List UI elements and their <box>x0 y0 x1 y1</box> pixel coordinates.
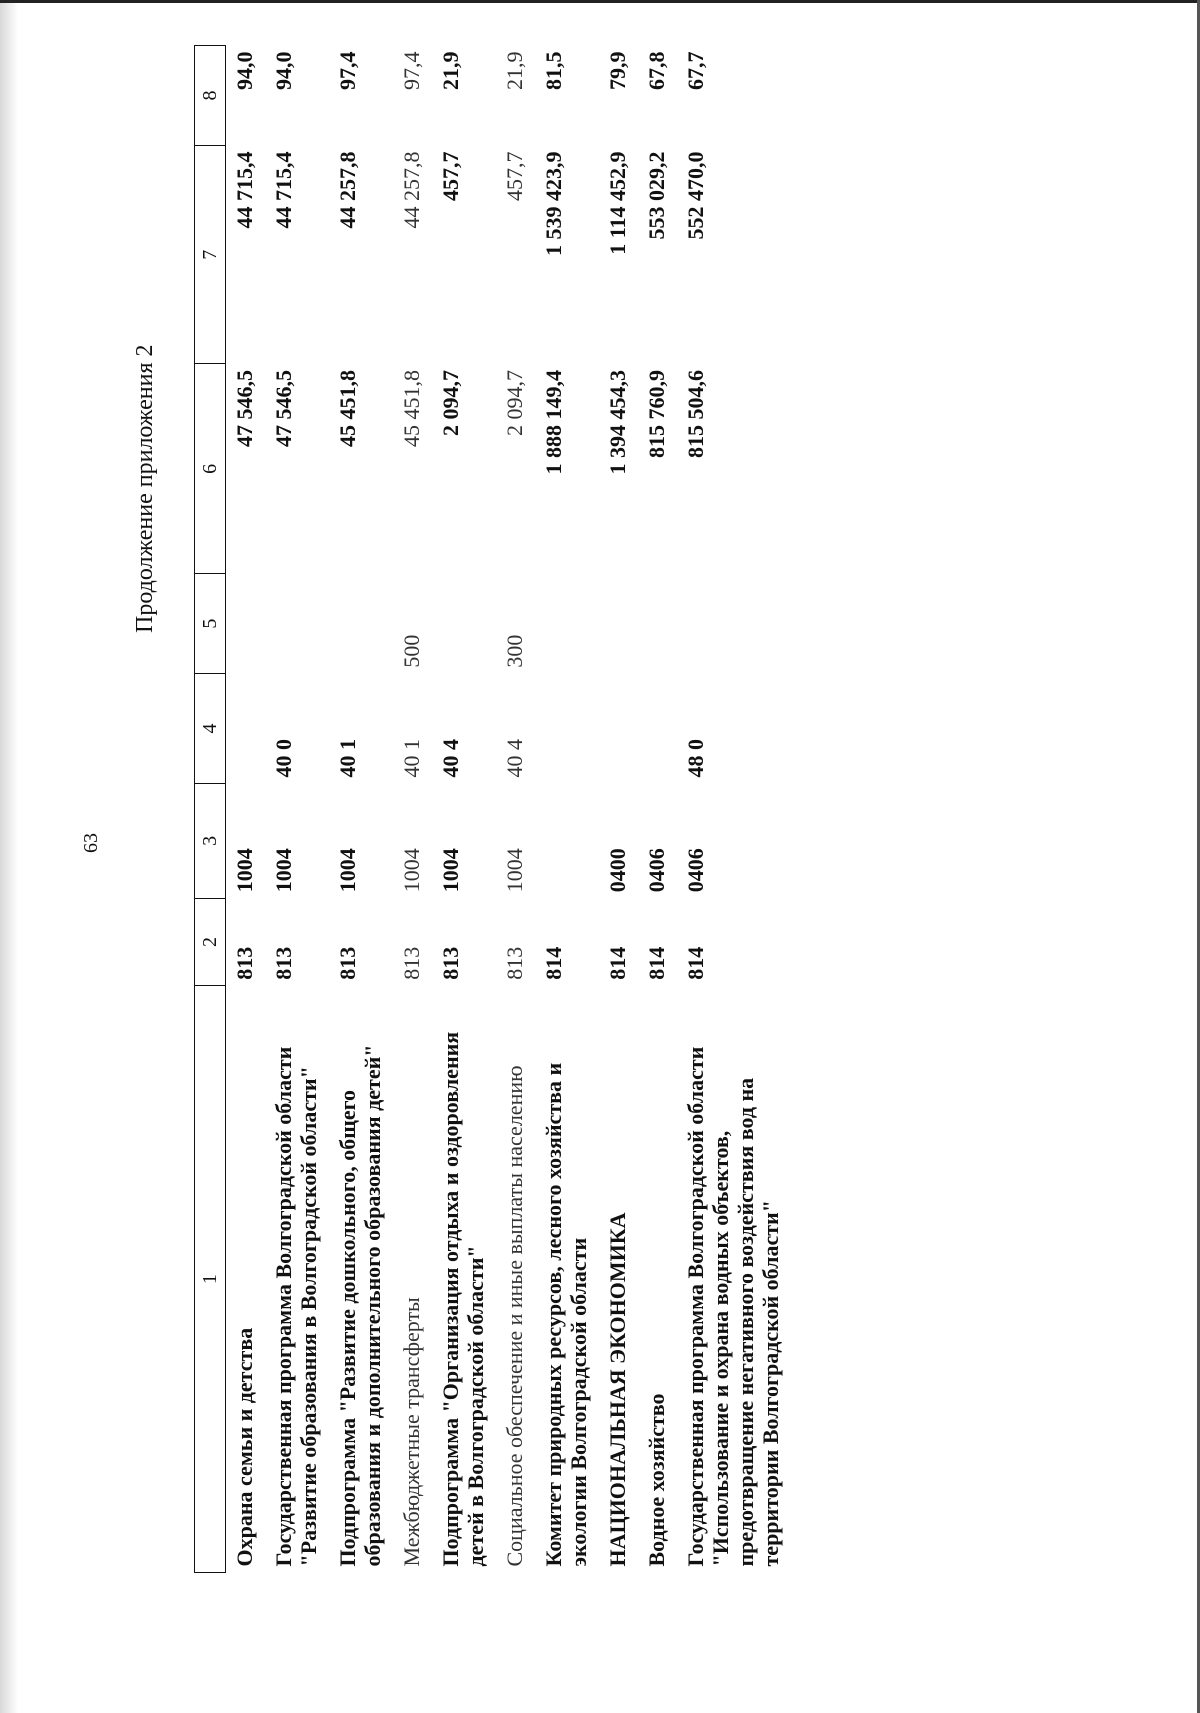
value-cell-col6: 2 094,7 <box>502 369 527 436</box>
value-cell-col7: 553 029,2 <box>644 151 669 240</box>
value-cell-col5 <box>535 574 599 674</box>
column-header: 5 <box>195 574 226 674</box>
page-number: 63 <box>80 833 102 853</box>
table-body <box>226 46 792 1573</box>
row-label-cell: Охрана семьи и детства <box>232 1327 257 1567</box>
table-row <box>677 46 791 1573</box>
value-cell-col3 <box>535 783 599 898</box>
value-cell-col7: 44 715,4 <box>271 151 296 229</box>
value-cell-col5 <box>432 574 496 674</box>
value-cell-col2: 814 <box>644 946 669 980</box>
value-cell-col7: 552 470,0 <box>683 151 708 240</box>
column-header: 3 <box>195 783 226 898</box>
table-row <box>393 46 432 1573</box>
value-cell-col8: 97,4 <box>335 51 360 90</box>
value-cell-col5 <box>265 574 329 674</box>
value-cell-col5: 300 <box>502 634 527 668</box>
value-cell-col6: 1 394 454,3 <box>605 369 630 475</box>
table-row <box>329 46 393 1573</box>
value-cell-col3: 0400 <box>605 848 630 893</box>
value-cell-col6: 45 451,8 <box>399 369 424 447</box>
row-label-cell: Подпрограмма "Организация отдыха и оздоровления детей в Волгоградской области" <box>438 1031 488 1567</box>
value-cell-col7: 44 715,4 <box>232 151 257 229</box>
value-cell-col8: 94,0 <box>271 51 296 90</box>
budget-table <box>194 45 791 1573</box>
value-cell-col2: 813 <box>438 946 463 980</box>
table-row <box>432 46 496 1573</box>
row-label-cell: Социальное обеспечение и иные выплаты населению <box>502 1065 527 1567</box>
value-cell-col4 <box>226 674 266 784</box>
value-cell-col7: 44 257,8 <box>399 151 424 229</box>
value-cell-col4: 40 1 <box>335 738 360 778</box>
table-row <box>265 46 329 1573</box>
row-label-cell: Государственная программа Волгоградской области "Развитие образования в Волгоградской области" <box>271 1046 321 1567</box>
appendix-caption: Продолжение приложения 2 <box>132 344 158 633</box>
column-header: 8 <box>195 46 226 146</box>
value-cell-col3: 0406 <box>683 848 708 893</box>
value-cell-col5 <box>226 574 266 674</box>
column-header: 7 <box>195 145 226 363</box>
value-cell-col3: 0406 <box>644 848 669 893</box>
value-cell-col4 <box>638 674 677 784</box>
table-row <box>496 46 535 1573</box>
value-cell-col7: 457,7 <box>502 151 527 201</box>
value-cell-col8: 79,9 <box>605 51 630 90</box>
value-cell-col6: 2 094,7 <box>438 369 463 436</box>
table-row <box>638 46 677 1573</box>
value-cell-col4 <box>535 674 599 784</box>
row-label-cell: Государственная программа Волгоградской области "Использование и охрана водных объектов, предотвращение негативного воздействия вод на территории Волгоградской области" <box>683 1046 783 1567</box>
header-row <box>195 46 226 1573</box>
value-cell-col6: 45 451,8 <box>335 369 360 447</box>
value-cell-col4: 40 1 <box>399 738 424 778</box>
value-cell-col5 <box>677 574 791 674</box>
value-cell-col5 <box>329 574 393 674</box>
value-cell-col4 <box>599 674 638 784</box>
value-cell-col7: 44 257,8 <box>335 151 360 229</box>
value-cell-col6: 47 546,5 <box>232 369 257 447</box>
table-row <box>226 46 266 1573</box>
value-cell-col6: 815 504,6 <box>683 369 708 458</box>
value-cell-col4: 48 0 <box>683 738 708 778</box>
value-cell-col8: 94,0 <box>232 51 257 90</box>
value-cell-col3: 1004 <box>438 848 463 893</box>
value-cell-col8: 21,9 <box>438 51 463 90</box>
value-cell-col2: 814 <box>541 946 566 980</box>
row-label-cell: Межбюджетные трансферты <box>399 1297 424 1567</box>
value-cell-col8: 67,8 <box>644 51 669 90</box>
value-cell-col5: 500 <box>399 634 424 668</box>
value-cell-col8: 67,7 <box>683 51 708 90</box>
row-label-cell: Подпрограмма "Развитие дошкольного, общего образования и дополнительного образования детей" <box>335 1044 385 1567</box>
value-cell-col7: 1 539 423,9 <box>541 151 566 256</box>
column-header: 2 <box>195 898 226 985</box>
value-cell-col3: 1004 <box>232 848 257 893</box>
value-cell-col8: 97,4 <box>399 51 424 90</box>
value-cell-col3: 1004 <box>271 848 296 893</box>
value-cell-col2: 814 <box>605 946 630 980</box>
value-cell-col4: 40 4 <box>438 738 463 778</box>
column-header: 1 <box>195 986 226 1573</box>
value-cell-col7: 457,7 <box>438 151 463 201</box>
value-cell-col2: 813 <box>502 946 527 980</box>
table-row <box>535 46 599 1573</box>
value-cell-col3: 1004 <box>399 848 424 893</box>
value-cell-col2: 814 <box>683 946 708 980</box>
value-cell-col8: 81,5 <box>541 51 566 90</box>
table-row <box>599 46 638 1573</box>
value-cell-col2: 813 <box>232 946 257 980</box>
column-header: 4 <box>195 674 226 784</box>
value-cell-col6: 1 888 149,4 <box>541 369 566 475</box>
row-label-cell: Водное хозяйство <box>644 1393 669 1567</box>
value-cell-col8: 21,9 <box>502 51 527 90</box>
value-cell-col2: 813 <box>271 946 296 980</box>
row-label-cell: Комитет природных ресурсов, лесного хозяйства и экологии Волгоградской области <box>541 1062 591 1567</box>
value-cell-col3: 1004 <box>502 848 527 893</box>
row-label-cell: НАЦИОНАЛЬНАЯ ЭКОНОМИКА <box>605 1212 630 1567</box>
value-cell-col2: 813 <box>399 946 424 980</box>
value-cell-col6: 47 546,5 <box>271 369 296 447</box>
value-cell-col4: 40 0 <box>271 738 296 778</box>
value-cell-col5 <box>638 574 677 674</box>
value-cell-col5 <box>599 574 638 674</box>
value-cell-col2: 813 <box>335 946 360 980</box>
column-header: 6 <box>195 364 226 574</box>
value-cell-col4: 40 4 <box>502 738 527 778</box>
value-cell-col6: 815 760,9 <box>644 369 669 458</box>
value-cell-col3: 1004 <box>335 848 360 893</box>
value-cell-col7: 1 114 452,9 <box>605 151 630 255</box>
